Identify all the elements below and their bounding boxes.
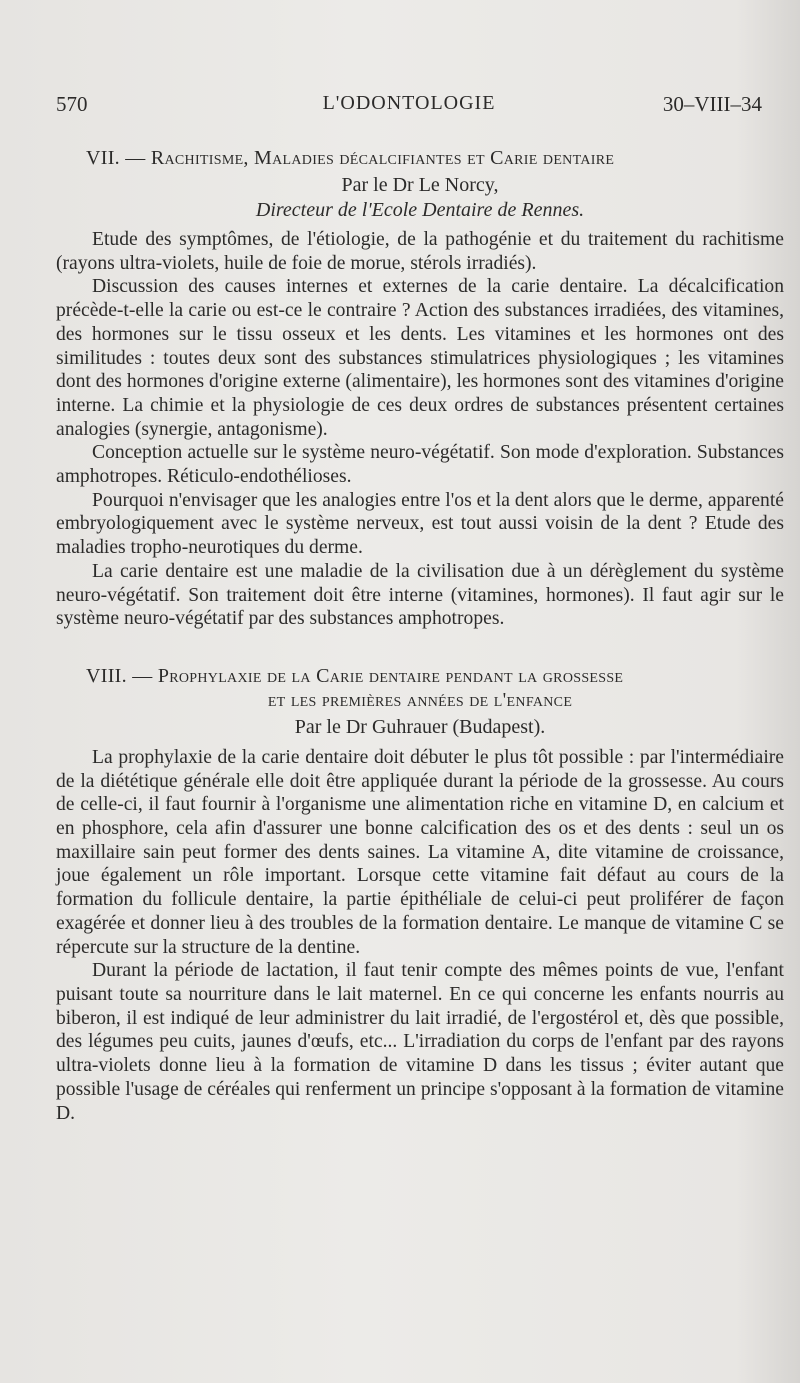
section-8-title-line-2: et les premières années de l'enfance	[267, 688, 573, 711]
section-7-paragraph: Discussion des causes internes et externes de la carie dentaire. La décalcification précède-t-elle la carie ou est-ce le contraire ? Action des substances irradiées, des vitamines, des hormones sur le tissu osseux et les dents. Les vitamines et les hormones ont des similitudes : toutes deux sont des substances stimulatrices physiologiques ; les vitamines dont des hormones d'origine externe (alimentaire), les hormones sont des vitamines d'origine interne. La chimie et la physiologie de ces deux ordres de substances présentent certaines analogies (synergie, antagonisme).	[56, 276, 784, 440]
section-8-paragraph: La prophylaxie de la carie dentaire doit débuter le plus tôt possible : par l'intermédiaire de la diététique générale elle doit être appliquée durant la période de la grossesse. Au cours de celle-ci, il faut fournir à l'organisme une alimentation riche en vitamine D, en calcium et en phosphore, cela afin d'assurer une bonne calcification des os et des dents : seul un os maxillaire sain peut former des dents saines. La vitamine A, dite vitamine de croissance, joue également un rôle important. Lorsque cette vitamine fait défaut au cours de la formation du follicule dentaire, la partie épithéliale de celui-ci peut proliférer de façon exagérée et donner lieu à des troubles de la formation dentaire. Le manque de vitamine C se répercute sur la structure de la dentine.	[56, 746, 784, 958]
section-7-paragraph: La carie dentaire est une maladie de la civilisation due à un dérèglement du système neuro-végétatif. Son traitement doit être interne (vitamines, hormones). Il faut agir sur le système neuro-végétatif par des substances amphotropes.	[56, 560, 784, 630]
section-7-paragraph: Conception actuelle sur le système neuro-végétatif. Son mode d'exploration. Substances amphotropes. Réticulo-endothélioses.	[56, 442, 784, 488]
page-number: 570	[56, 92, 88, 116]
section-7-paragraph: Pourquoi n'envisager que les analogies entre l'os et la dent alors que le derme, apparenté embryologiquement avec le système nerveux, est tout aussi voisin de la dent ? Etude des maladies tropho-neurotiques du derme.	[56, 489, 784, 559]
section-7-author: Par le Dr Le Norcy,	[341, 174, 499, 196]
section-8-author: Par le Dr Guhrauer (Budapest).	[294, 715, 546, 738]
section-8-paragraph: Durant la période de lactation, il faut tenir compte des mêmes points de vue, l'enfant puisant toute sa nourriture dans le lait maternel. En ce qui concerne les enfants nourris au biberon, il est indiqué de leur administrer du lait irradié, de l'ergostérol et, dès que possible, des légumes peu cuits, jaunes d'œufs, etc... L'irradiation du corps de l'enfant par des rayons ultra-violets donne lieu à la formation de vitamine D dans les tissus ; éviter autant que possible l'usage de céréales qui renferment un principe s'opposant à la formation de vitamine D.	[56, 960, 784, 1124]
running-head	[56, 92, 762, 122]
journal-title: L'ODONTOLOGIE	[322, 92, 496, 114]
section-7-title: VII. — Rachitisme, Maladies décalcifiantes et Carie dentaire	[86, 147, 615, 169]
article-body	[56, 146, 784, 1125]
issue-date: 30–VIII–34	[662, 92, 762, 116]
section-8-title	[56, 664, 784, 712]
section-7-affiliation: Directeur de l'Ecole Dentaire de Rennes.	[255, 199, 585, 221]
section-8-title-line-1: VIII. — Prophylaxie de la Carie dentaire pendant la grossesse	[86, 664, 624, 687]
section-7-paragraph: Etude des symptômes, de l'étiologie, de la pathogénie et du traitement du rachitisme (rayons ultra-violets, huile de foie de morue, stérols irradiés).	[56, 229, 784, 274]
